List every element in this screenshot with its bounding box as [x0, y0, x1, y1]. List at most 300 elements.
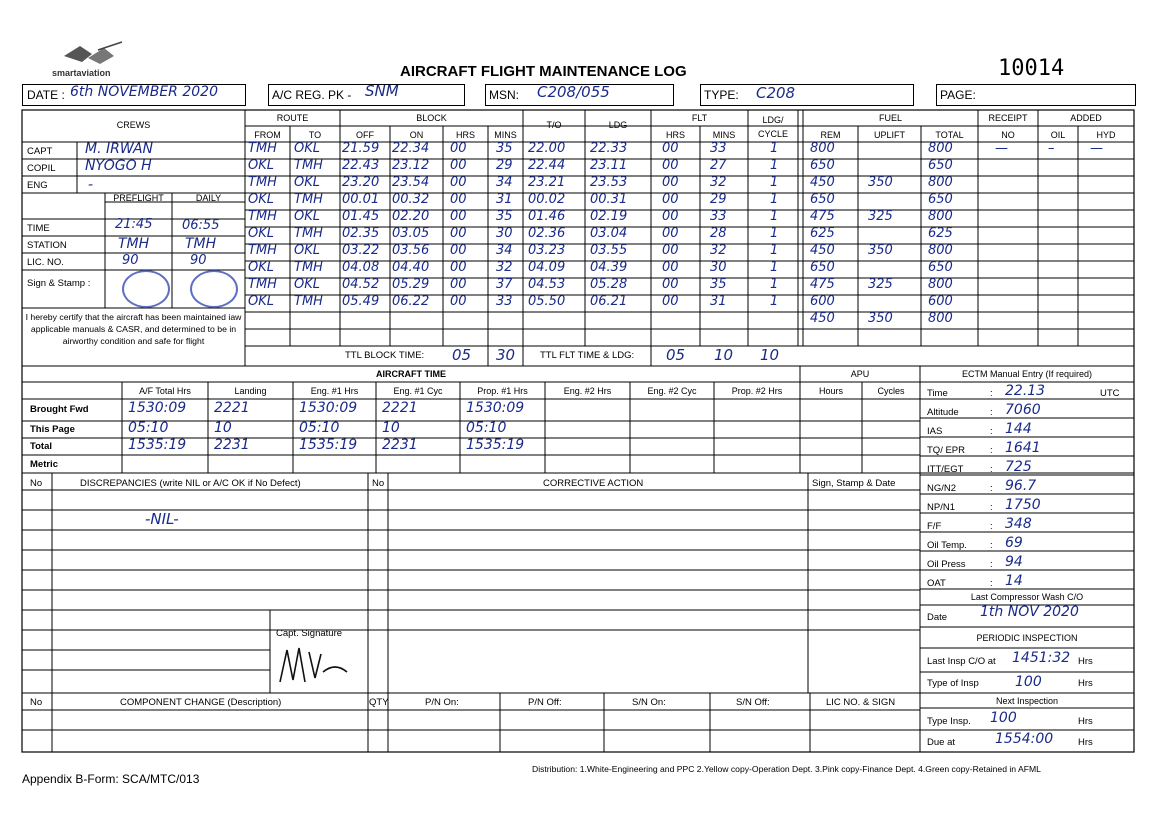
on-cell: 04.40 — [392, 260, 430, 275]
mins-cell: 35 — [496, 141, 513, 156]
ectm-row-label: OAT — [927, 578, 946, 589]
last-insp-label: Last Insp C/O at — [927, 656, 996, 667]
flt-mins-cell: 32 — [710, 243, 727, 258]
cycle-cell: 1 — [770, 260, 779, 275]
ectm-colon: : — [990, 559, 993, 570]
reg-label: A/C REG. PK - — [272, 88, 352, 102]
ldg-cell: 00.31 — [590, 192, 628, 207]
to-time-cell: 05.50 — [528, 294, 566, 309]
ldg-cell: 03.55 — [590, 243, 628, 258]
to-time-cell: 02.36 — [528, 226, 566, 241]
ldg-cell: 05.28 — [590, 277, 628, 292]
fuel-total-header: TOTAL — [935, 130, 964, 140]
aircraft-time-cell: 2231 — [382, 437, 418, 453]
mins-cell: 34 — [496, 175, 513, 190]
to-cell: TMH — [294, 226, 323, 241]
off-cell: 04.52 — [342, 277, 380, 292]
apu-cycles: Cycles — [877, 386, 905, 396]
off-cell: 21.59 — [342, 141, 380, 156]
periodic-title: PERIODIC INSPECTION — [976, 633, 1078, 643]
flt-hrs-header: HRS — [665, 130, 685, 140]
aircraft-time-cell: 10 — [382, 420, 400, 436]
copil-value: NYOGO H — [85, 158, 152, 174]
ectm-row-value: 144 — [1005, 421, 1032, 437]
last-insp-value: 1451:32 — [1012, 650, 1071, 666]
ectm-colon: : — [990, 578, 993, 589]
fuel-total-cell: 800 — [928, 277, 953, 292]
to-cell: TMH — [294, 158, 323, 173]
block-header: BLOCK — [416, 113, 447, 123]
mins-cell: 29 — [496, 158, 513, 173]
oil-header: OIL — [1050, 130, 1066, 140]
ldg-cell: 23.11 — [590, 158, 628, 173]
flt-mins-cell: 27 — [710, 158, 727, 173]
ectm-row-value: 725 — [1005, 459, 1032, 475]
ectm-row-unit: UTC — [1100, 388, 1120, 399]
rem-cell: 475 — [810, 277, 835, 292]
flt-hrs-cell: 00 — [662, 294, 679, 309]
aircraft-time-col-header: Eng. #1 Cyc — [393, 386, 443, 396]
from-cell: OKL — [248, 158, 274, 173]
disc-value: -NIL- — [145, 510, 179, 528]
on-cell: 22.34 — [392, 141, 430, 156]
next-type-label: Type Insp. — [927, 716, 971, 727]
off-cell: 00.01 — [342, 192, 380, 207]
uplift-cell: 325 — [868, 209, 893, 224]
to-time-cell: 22.00 — [528, 141, 566, 156]
ectm-row-value: 94 — [1005, 554, 1023, 570]
from-cell: TMH — [248, 175, 277, 190]
flt-mins-header: MINS — [712, 130, 736, 140]
ldg-cell: 02.19 — [590, 209, 628, 224]
flt-hrs-cell: 00 — [662, 226, 679, 241]
receipt-no-header: NO — [1001, 130, 1015, 140]
comp-pn-off: P/N Off: — [528, 697, 562, 708]
wash-title: Last Compressor Wash C/O — [970, 592, 1084, 602]
aircraft-time-cell: 05:10 — [466, 420, 507, 436]
to-time-header: T/O — [546, 120, 562, 130]
ldg-cell: 04.39 — [590, 260, 628, 275]
aircraft-time-row-label: Total — [30, 441, 52, 452]
hrs-cell: 00 — [450, 209, 467, 224]
receipt-header: RECEIPT — [988, 113, 1028, 123]
hrs-cell: 00 — [450, 141, 467, 156]
apu-title: APU — [850, 369, 870, 379]
fuel-total-cell: 800 — [928, 311, 953, 326]
to-time-cell: 00.02 — [528, 192, 566, 207]
ectm-row-value: 7060 — [1005, 402, 1041, 418]
hyd-header: HYD — [1096, 130, 1116, 140]
ectm-row-value: 14 — [1005, 573, 1023, 589]
aircraft-time-cell: 1535:19 — [466, 437, 525, 453]
preflight-stamp — [122, 270, 170, 308]
rem-cell: 450 — [810, 243, 835, 258]
off-cell: 01.45 — [342, 209, 380, 224]
ectm-row-label: TQ/ EPR — [927, 445, 966, 456]
capt-value: M. IRWAN — [85, 141, 154, 157]
daily-label: DAILY — [195, 193, 222, 203]
aircraft-time-cell: 05:10 — [128, 420, 169, 436]
comp-title: COMPONENT CHANGE (Description) — [120, 697, 282, 708]
aircraft-time-cell: 10 — [214, 420, 232, 436]
cycle-cell: 1 — [770, 294, 779, 309]
ttl-block-hrs: 05 — [452, 346, 472, 364]
flt-mins-cell: 32 — [710, 175, 727, 190]
ttl-flt-hrs: 05 — [666, 346, 686, 364]
flt-hrs-cell: 00 — [662, 158, 679, 173]
mins-cell: 35 — [496, 209, 513, 224]
from-header: FROM — [254, 130, 281, 140]
date-value: 6th NOVEMBER 2020 — [70, 84, 218, 100]
on-cell: 02.20 — [392, 209, 430, 224]
comp-lic-sign: LIC NO. & SIGN — [826, 697, 896, 708]
ldg-header: LDG — [608, 120, 628, 130]
to-time-cell: 22.44 — [528, 158, 566, 173]
to-time-cell: 04.09 — [528, 260, 566, 275]
aircraft-time-col-header: Eng. #1 Hrs — [310, 386, 359, 396]
page-title: AIRCRAFT FLIGHT MAINTENANCE LOG — [400, 63, 687, 80]
cycle-cell: 1 — [770, 192, 779, 207]
aircraft-time-cell: 1530:09 — [128, 400, 187, 416]
ldg-cell: 06.21 — [590, 294, 628, 309]
from-cell: TMH — [248, 277, 277, 292]
uplift-header: UPLIFT — [873, 130, 905, 140]
sign-date-title: Sign, Stamp & Date — [812, 478, 896, 489]
aircraft-time-col-header: A/F Total Hrs — [139, 386, 191, 396]
date-label: DATE : — [27, 88, 65, 102]
crews-header: CREWS — [116, 120, 151, 130]
flt-hrs-cell: 00 — [662, 175, 679, 190]
mins-cell: 34 — [496, 243, 513, 258]
cycle-cell: 1 — [770, 277, 779, 292]
off-cell: 02.35 — [342, 226, 380, 241]
disc-no-label: No — [30, 478, 43, 489]
comp-sn-on: S/N On: — [632, 697, 666, 708]
to-cell: TMH — [294, 192, 323, 207]
flt-mins-cell: 33 — [710, 209, 727, 224]
certify-text: I hereby certify that the aircraft has been maintained iaw applicable manuals & CASR, and determined to be in airworthy condition and safe for flight — [25, 312, 242, 346]
aircraft-time-col-header: Eng. #2 Hrs — [563, 386, 612, 396]
aircraft-time-cell: 2231 — [214, 437, 250, 453]
corr-no-label: No — [372, 478, 385, 489]
rem-cell: 450 — [810, 311, 835, 326]
mins-cell: 31 — [496, 192, 513, 207]
aircraft-time-title: AIRCRAFT TIME — [376, 369, 446, 379]
aircraft-time-cell: 2221 — [382, 400, 418, 416]
hrs-cell: 00 — [450, 260, 467, 275]
distribution-text: Distribution: 1.White-Engineering and PPC 2.Yellow copy-Operation Dept. 3.Pink copy-Finance Dept. 4.Green copy-Retained in AFML — [532, 764, 1041, 774]
to-time-cell: 01.46 — [528, 209, 566, 224]
hrs-header: HRS — [455, 130, 475, 140]
fuel-total-cell: 600 — [928, 294, 953, 309]
oil-cell: – — [1048, 141, 1055, 156]
ectm-colon: : — [990, 445, 993, 456]
on-cell: 23.12 — [392, 158, 430, 173]
hrs-cell: 00 — [450, 294, 467, 309]
due-label: Due at — [927, 737, 955, 748]
type-insp-unit: Hrs — [1078, 678, 1093, 689]
wash-date-value: 1th NOV 2020 — [980, 604, 1079, 620]
preflight-time: 21:45 — [115, 217, 153, 232]
rem-cell: 600 — [810, 294, 835, 309]
daily-lic: 90 — [190, 253, 207, 268]
rem-cell: 650 — [810, 158, 835, 173]
on-cell: 23.54 — [392, 175, 430, 190]
preflight-station: TMH — [118, 236, 150, 252]
ectm-row-label: Time — [927, 388, 948, 399]
to-cell: TMH — [294, 294, 323, 309]
aircraft-time-cell: 05:10 — [299, 420, 340, 436]
aircraft-time-cell: 1530:09 — [466, 400, 525, 416]
fuel-total-cell: 650 — [928, 260, 953, 275]
type-insp-label: Type of Insp — [927, 678, 979, 689]
msn-value: C208/055 — [537, 83, 610, 101]
ectm-title: ECTM Manual Entry (If required) — [961, 369, 1093, 379]
ectm-row-value: 69 — [1005, 535, 1023, 551]
fuel-total-cell: 800 — [928, 141, 953, 156]
fuel-total-cell: 625 — [928, 226, 953, 241]
msn-label: MSN: — [489, 88, 519, 102]
route-header: ROUTE — [276, 113, 309, 123]
appendix-text: Appendix B-Form: SCA/MTC/013 — [22, 772, 200, 786]
off-cell: 05.49 — [342, 294, 380, 309]
rem-cell: 475 — [810, 209, 835, 224]
on-cell: 03.56 — [392, 243, 430, 258]
to-time-cell: 23.21 — [528, 175, 566, 190]
ectm-row-label: ITT/EGT — [927, 464, 964, 475]
ttl-block-mins: 30 — [496, 346, 516, 364]
cycle-cell: 1 — [770, 141, 779, 156]
to-cell: OKL — [294, 209, 320, 224]
flt-header: FLT — [691, 113, 708, 123]
aircraft-time-row-label: Brought Fwd — [30, 404, 89, 415]
rem-cell: 625 — [810, 226, 835, 241]
due-value: 1554:00 — [995, 731, 1054, 747]
hrs-cell: 00 — [450, 243, 467, 258]
hrs-cell: 00 — [450, 158, 467, 173]
ectm-row-label: F/F — [927, 521, 942, 532]
aircraft-time-col-header: Prop. #2 Hrs — [731, 386, 783, 396]
mins-cell: 30 — [496, 226, 513, 241]
flt-hrs-cell: 00 — [662, 277, 679, 292]
due-unit: Hrs — [1078, 737, 1093, 748]
ectm-colon: : — [990, 464, 993, 475]
mins-cell: 37 — [496, 277, 513, 292]
to-cell: OKL — [294, 175, 320, 190]
from-cell: OKL — [248, 294, 274, 309]
aircraft-time-cell: 1535:19 — [299, 437, 358, 453]
to-header: TO — [308, 130, 322, 140]
next-type-value: 100 — [990, 710, 1017, 726]
off-cell: 04.08 — [342, 260, 380, 275]
ectm-colon: : — [990, 483, 993, 494]
rem-cell: 650 — [810, 192, 835, 207]
fuel-total-cell: 800 — [928, 243, 953, 258]
hrs-cell: 00 — [450, 192, 467, 207]
comp-no-label: No — [30, 697, 43, 708]
off-header: OFF — [356, 130, 374, 140]
ectm-row-value: 1641 — [1005, 440, 1041, 456]
off-cell: 23.20 — [342, 175, 380, 190]
ectm-colon: : — [990, 540, 993, 551]
ectm-row-label: Oil Press — [927, 559, 966, 570]
from-cell: OKL — [248, 260, 274, 275]
comp-sn-off: S/N Off: — [736, 697, 770, 708]
daily-time: 06:55 — [182, 218, 220, 233]
mins-header: MINS — [494, 130, 517, 140]
apu-hours: Hours — [818, 386, 843, 396]
capt-sig-label: Capt. Signature — [276, 628, 343, 639]
flt-mins-cell: 29 — [710, 192, 727, 207]
ectm-colon: : — [990, 521, 993, 532]
rem-cell: 800 — [810, 141, 835, 156]
ectm-row-value: 1750 — [1005, 497, 1041, 513]
ectm-row-value: 22.13 — [1005, 383, 1046, 399]
flt-mins-cell: 31 — [710, 294, 727, 309]
fuel-total-cell: 650 — [928, 158, 953, 173]
cycle-cell: 1 — [770, 209, 779, 224]
fuel-header: FUEL — [878, 113, 902, 123]
flt-hrs-cell: 00 — [662, 141, 679, 156]
ectm-row-label: Oil Temp. — [927, 540, 967, 551]
off-cell: 03.22 — [342, 243, 380, 258]
aircraft-time-row-label: This Page — [30, 424, 75, 435]
on-cell: 03.05 — [392, 226, 430, 241]
ttl-ldg: 10 — [760, 346, 780, 364]
ectm-row-value: 96.7 — [1005, 478, 1037, 494]
ldg-cell: 23.53 — [590, 175, 628, 190]
from-cell: TMH — [248, 243, 277, 258]
reg-value: SNM — [365, 82, 399, 100]
hrs-cell: 00 — [450, 277, 467, 292]
cycle-cell: 1 — [770, 158, 779, 173]
ectm-row-value: 348 — [1005, 516, 1032, 532]
ldg-cell: 03.04 — [590, 226, 628, 241]
lic-label: LIC. NO. — [27, 257, 64, 268]
comp-qty: QTY — [369, 697, 389, 708]
receipt-no-cell: — — [995, 141, 1008, 156]
type-label: TYPE: — [704, 88, 739, 102]
to-cell: OKL — [294, 277, 320, 292]
ectm-colon: : — [990, 502, 993, 513]
fuel-total-cell: 800 — [928, 175, 953, 190]
next-insp-title: Next Inspection — [995, 696, 1059, 706]
mins-cell: 33 — [496, 294, 513, 309]
capt-label: CAPT — [27, 146, 53, 157]
aircraft-time-col-header: Prop. #1 Hrs — [477, 386, 528, 396]
flt-hrs-cell: 00 — [662, 209, 679, 224]
ectm-colon: : — [990, 407, 993, 418]
flt-hrs-cell: 00 — [662, 260, 679, 275]
rem-cell: 650 — [810, 260, 835, 275]
to-cell: OKL — [294, 243, 320, 258]
disc-title: DISCREPANCIES (write NIL or A/C OK if No Defect) — [80, 478, 301, 489]
to-cell: TMH — [294, 260, 323, 275]
hyd-cell: — — [1090, 141, 1103, 156]
page-label: PAGE: — [940, 88, 976, 102]
form-number: 10014 — [998, 56, 1065, 81]
ttl-flt-label: TTL FLT TIME & LDG: — [540, 350, 635, 361]
ectm-row-label: IAS — [927, 426, 943, 437]
hrs-cell: 00 — [450, 226, 467, 241]
time-label: TIME — [27, 223, 50, 234]
ttl-flt-mins: 10 — [714, 346, 734, 364]
ectm-colon: : — [990, 388, 993, 399]
aircraft-time-cell: 2221 — [214, 400, 250, 416]
on-cell: 00.32 — [392, 192, 430, 207]
uplift-cell: 350 — [868, 311, 893, 326]
station-label: STATION — [27, 240, 67, 251]
mins-cell: 32 — [496, 260, 513, 275]
ldg-cell: 22.33 — [590, 141, 628, 156]
cycle-cell: 1 — [770, 226, 779, 241]
logo-text: smartaviation — [52, 68, 111, 78]
aircraft-time-row-label: Metric — [30, 459, 58, 470]
on-cell: 06.22 — [392, 294, 430, 309]
aircraft-time-col-header: Landing — [234, 386, 267, 396]
uplift-cell: 325 — [868, 277, 893, 292]
corr-title: CORRECTIVE ACTION — [543, 478, 644, 489]
ttl-block-label: TTL BLOCK TIME: — [345, 350, 425, 361]
flt-mins-cell: 33 — [710, 141, 727, 156]
type-insp-value: 100 — [1015, 674, 1042, 690]
from-cell: TMH — [248, 209, 277, 224]
off-cell: 22.43 — [342, 158, 380, 173]
rem-header: REM — [820, 130, 841, 140]
to-time-cell: 04.53 — [528, 277, 566, 292]
on-cell: 05.29 — [392, 277, 430, 292]
eng-label: ENG — [27, 180, 48, 191]
cycle-cell: 1 — [770, 243, 779, 258]
ldg-cycle-header: LDG/ CYCLE — [757, 115, 788, 139]
last-insp-unit: Hrs — [1078, 656, 1093, 667]
from-cell: TMH — [248, 141, 277, 156]
ectm-row-label: NG/N2 — [927, 483, 957, 494]
sign-stamp-label: Sign & Stamp : — [27, 278, 91, 289]
preflight-label: PREFLIGHT — [113, 193, 164, 203]
rem-cell: 450 — [810, 175, 835, 190]
comp-pn-on: P/N On: — [425, 697, 459, 708]
flt-hrs-cell: 00 — [662, 192, 679, 207]
preflight-lic: 90 — [122, 253, 139, 268]
flt-mins-cell: 28 — [710, 226, 727, 241]
fuel-total-cell: 800 — [928, 209, 953, 224]
uplift-cell: 350 — [868, 175, 893, 190]
uplift-cell: 350 — [868, 243, 893, 258]
next-type-unit: Hrs — [1078, 716, 1093, 727]
daily-station: TMH — [185, 236, 217, 252]
from-cell: OKL — [248, 192, 274, 207]
hrs-cell: 00 — [450, 175, 467, 190]
aircraft-time-col-header: Eng. #2 Cyc — [647, 386, 697, 396]
to-cell: OKL — [294, 141, 320, 156]
ectm-row-label: NP/N1 — [927, 502, 955, 513]
added-header: ADDED — [1070, 113, 1102, 123]
eng-value: - — [88, 177, 94, 193]
flt-mins-cell: 30 — [710, 260, 727, 275]
aircraft-time-cell: 1535:19 — [128, 437, 187, 453]
on-header: ON — [409, 130, 424, 140]
cycle-cell: 1 — [770, 175, 779, 190]
ectm-row-label: Altitude — [927, 407, 959, 418]
type-value: C208 — [756, 84, 796, 102]
ectm-colon: : — [990, 426, 993, 437]
copil-label: COPIL — [27, 163, 56, 174]
captain-signature-icon — [275, 642, 355, 690]
aircraft-time-cell: 1530:09 — [299, 400, 358, 416]
flt-hrs-cell: 00 — [662, 243, 679, 258]
daily-stamp — [190, 270, 238, 308]
